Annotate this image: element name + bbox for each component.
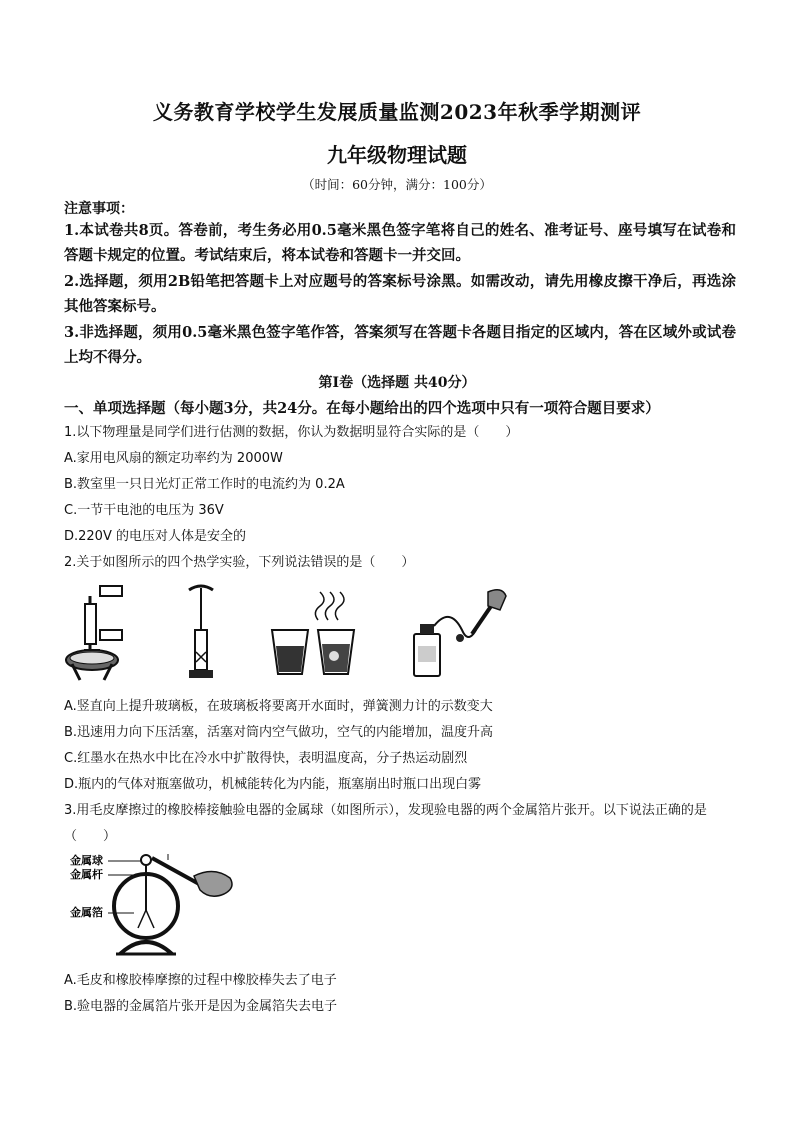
q3-option-b: B.验电器的金属箔片张开是因为金属箔失去电子 xyxy=(64,999,338,1014)
q1-option-a: A.家用电风扇的额定功率约为 2000W xyxy=(64,451,283,466)
label-metal-rod: 金属杆 xyxy=(70,868,103,881)
note-1: 1.本试卷共8页。答卷前，考生务必用0.5毫米黑色签字笔将自己的姓名、准考证号、座号填写在试卷和答题卡规定的位置。考试结束后，将本试卷和答题卡一并交回。 xyxy=(64,222,736,264)
question-2-stem: 2.关于如图所示的四个热学实验，下列说法错误的是（ ） xyxy=(64,555,415,570)
notes-heading: 注意事项： xyxy=(64,201,134,217)
figure-electroscope xyxy=(64,850,244,960)
question-1-stem: 1.以下物理量是同学们进行估测的数据，你认为数据明显符合实际的是（ ） xyxy=(64,425,519,440)
q1-option-d: D.220V 的电压对人体是安全的 xyxy=(64,529,246,544)
q3-option-a: A.毛皮和橡胶棒摩擦的过程中橡胶棒失去了电子 xyxy=(64,973,337,988)
label-metal-ball: 金属球 xyxy=(70,854,103,867)
q1-option-b: B.教室里一只日光灯正常工作时的电流约为 0.2A xyxy=(64,477,345,492)
q2-option-c: C.红墨水在热水中比在冷水中扩散得快，表明温度高，分子热运动剧烈 xyxy=(64,751,468,766)
figure-bottle-pump xyxy=(410,586,510,684)
figure-diffusion-beakers xyxy=(268,586,358,684)
exam-subtitle: 九年级物理试题 xyxy=(327,143,467,167)
question-3-stem: 3.用毛皮摩擦过的橡胶棒接触验电器的金属球（如图所示），发现验电器的两个金属箔片张开。以下说法正确的是（ ） xyxy=(64,803,707,844)
q2-option-a: A.竖直向上提升玻璃板，在玻璃板将要离开水面时，弹簧测力计的示数变大 xyxy=(64,699,493,714)
figure-glass-plate-experiment xyxy=(60,582,130,684)
q1-option-c: C.一节干电池的电压为 36V xyxy=(64,503,224,518)
section-title: 第Ⅰ卷（选择题 共40分） xyxy=(318,375,476,391)
figure-piston-cylinder xyxy=(184,582,218,684)
q2-option-b: B.迅速用力向下压活塞，活塞对筒内空气做功，空气的内能增加，温度升高 xyxy=(64,725,494,740)
exam-title: 义务教育学校学生发展质量监测2023年秋季学期测评 xyxy=(152,100,642,124)
label-metal-foil: 金属箔 xyxy=(70,906,103,919)
q2-option-d: D.瓶内的气体对瓶塞做功，机械能转化为内能，瓶塞崩出时瓶口出现白雾 xyxy=(64,777,482,792)
note-2: 2.选择题，须用2B铅笔把答题卡上对应题号的答案标号涂黑。如需改动，请先用橡皮擦干净后，再选涂其他答案标号。 xyxy=(64,273,736,315)
time-score: （时间：60分钟，满分：100分） xyxy=(302,177,492,192)
part-title: 一、单项选择题（每小题3分，共24分。在每小题给出的四个选项中只有一项符合题目要求） xyxy=(64,400,660,417)
note-3: 3.非选择题，须用0.5毫米黑色签字笔作答，答案须写在答题卡各题目指定的区域内，答在区域外或试卷上均不得分。 xyxy=(64,324,736,366)
